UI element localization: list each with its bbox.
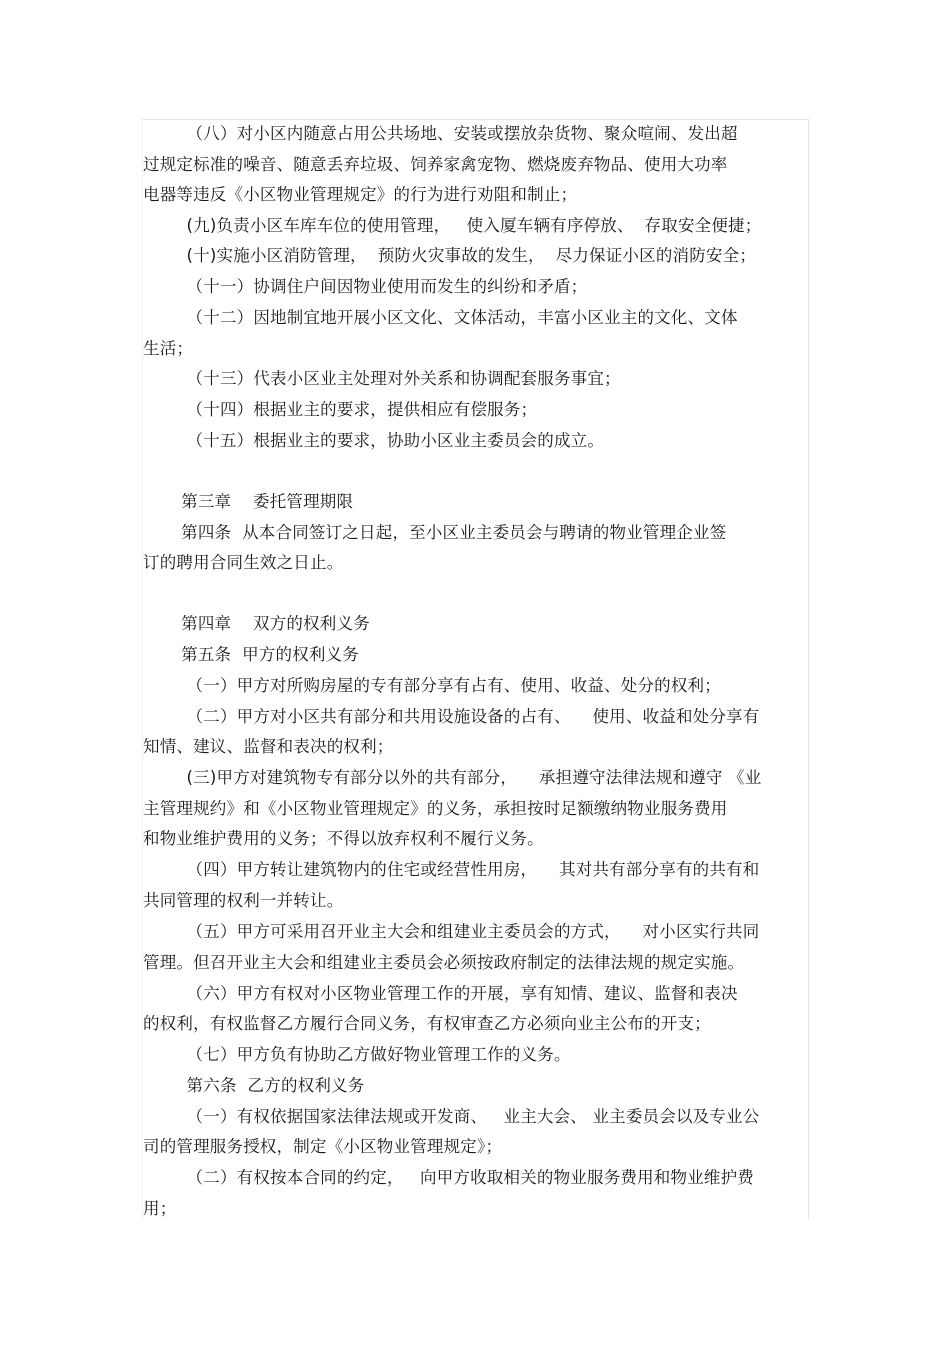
text-line: 电器等违反《小区物业管理规定》的行为进行劝阻和制止；	[143, 185, 578, 204]
text-line: 主管理规约》和《小区物业管理规定》的义务，承担按时足额缴纳物业服务费用	[143, 799, 728, 818]
text-line: （十一）协调住户间因物业使用而发生的纠纷和矛盾；	[143, 277, 588, 296]
page-frame-right-border	[808, 119, 809, 1219]
article-heading: 第六条 乙方的权利义务	[143, 1076, 365, 1095]
article-heading: 第五条 甲方的权利义务	[143, 645, 360, 664]
text-line: （八）对小区内随意占用公共场地、安装或摆放杂货物、聚众喧闹、发出超	[143, 124, 738, 143]
text-line: 和物业维护费用的义务；不得以放弃权利不履行义务。	[143, 829, 544, 848]
text-line: （一）甲方对所购房屋的专有部分享有占有、使用、收益、处分的权利；	[143, 676, 721, 695]
text-line: 用；	[143, 1199, 177, 1218]
text-line: （六）甲方有权对小区物业管理工作的开展，享有知情、建议、监督和表决	[143, 984, 738, 1003]
text-line: 共同管理的权利一并转让。	[143, 891, 344, 910]
text-line: 过规定标准的噪音、随意丢弃垃圾、饲养家禽宠物、燃烧废弃物品、使用大功率	[143, 155, 728, 174]
text-line: (三)甲方对建筑物专有部分以外的共有部分， 承担遵守法律法规和遵守 《业	[143, 768, 762, 787]
text-line: 生活；	[143, 339, 194, 358]
text-line: 订的聘用合同生效之日止。	[143, 553, 344, 572]
chapter-heading: 第三章 委托管理期限	[143, 492, 354, 511]
text-line: （五）甲方可采用召开业主大会和组建业主委员会的方式， 对小区实行共同	[143, 922, 760, 941]
text-line: 管理。但召开业主大会和组建业主委员会必须按政府制定的法律法规的规定实施。	[143, 953, 745, 972]
text-line: 第四条 从本合同签订之日起，至小区业主委员会与聘请的物业管理企业签	[143, 523, 727, 542]
chapter-heading: 第四章 双方的权利义务	[143, 614, 370, 633]
text-line: （一）有权依据国家法律法规或开发商、 业主大会、 业主委员会以及专业公	[143, 1107, 760, 1126]
text-line: （十二）因地制宜地开展小区文化、文体活动，丰富小区业主的文化、文体	[143, 308, 738, 327]
text-line: （二）甲方对小区共有部分和共用设施设备的占有、 使用、收益和处分享有	[143, 707, 760, 726]
text-line: （七）甲方负有协助乙方做好物业管理工作的义务。	[143, 1045, 571, 1064]
text-line: 知情、建议、监督和表决的权利；	[143, 737, 394, 756]
text-line: （十三）代表小区业主处理对外关系和协调配套服务事宜；	[143, 369, 621, 388]
text-line: （四）甲方转让建筑物内的住宅或经营性用房， 其对共有部分享有的共有和	[143, 860, 760, 879]
text-line: 司的管理服务授权，制定《小区物业管理规定》；	[143, 1137, 503, 1156]
text-line: (十)实施小区消防管理， 预防火灾事故的发生， 尽力保证小区的消防安全；	[143, 246, 757, 265]
text-line: (九)负责小区车库车位的使用管理， 使入厦车辆有序停放、 存取安全便捷；	[143, 216, 762, 235]
text-line: 的权利，有权监督乙方履行合同义务，有权审查乙方必须向业主公布的开支；	[143, 1014, 711, 1033]
text-line: （十五）根据业主的要求，协助小区业主委员会的成立。	[143, 431, 605, 450]
text-line: （十四）根据业主的要求，提供相应有偿服务；	[143, 400, 538, 419]
text-line: （二）有权按本合同的约定， 向甲方收取相关的物业服务费用和物业维护费	[143, 1168, 754, 1187]
page-frame-top-border	[142, 119, 808, 120]
